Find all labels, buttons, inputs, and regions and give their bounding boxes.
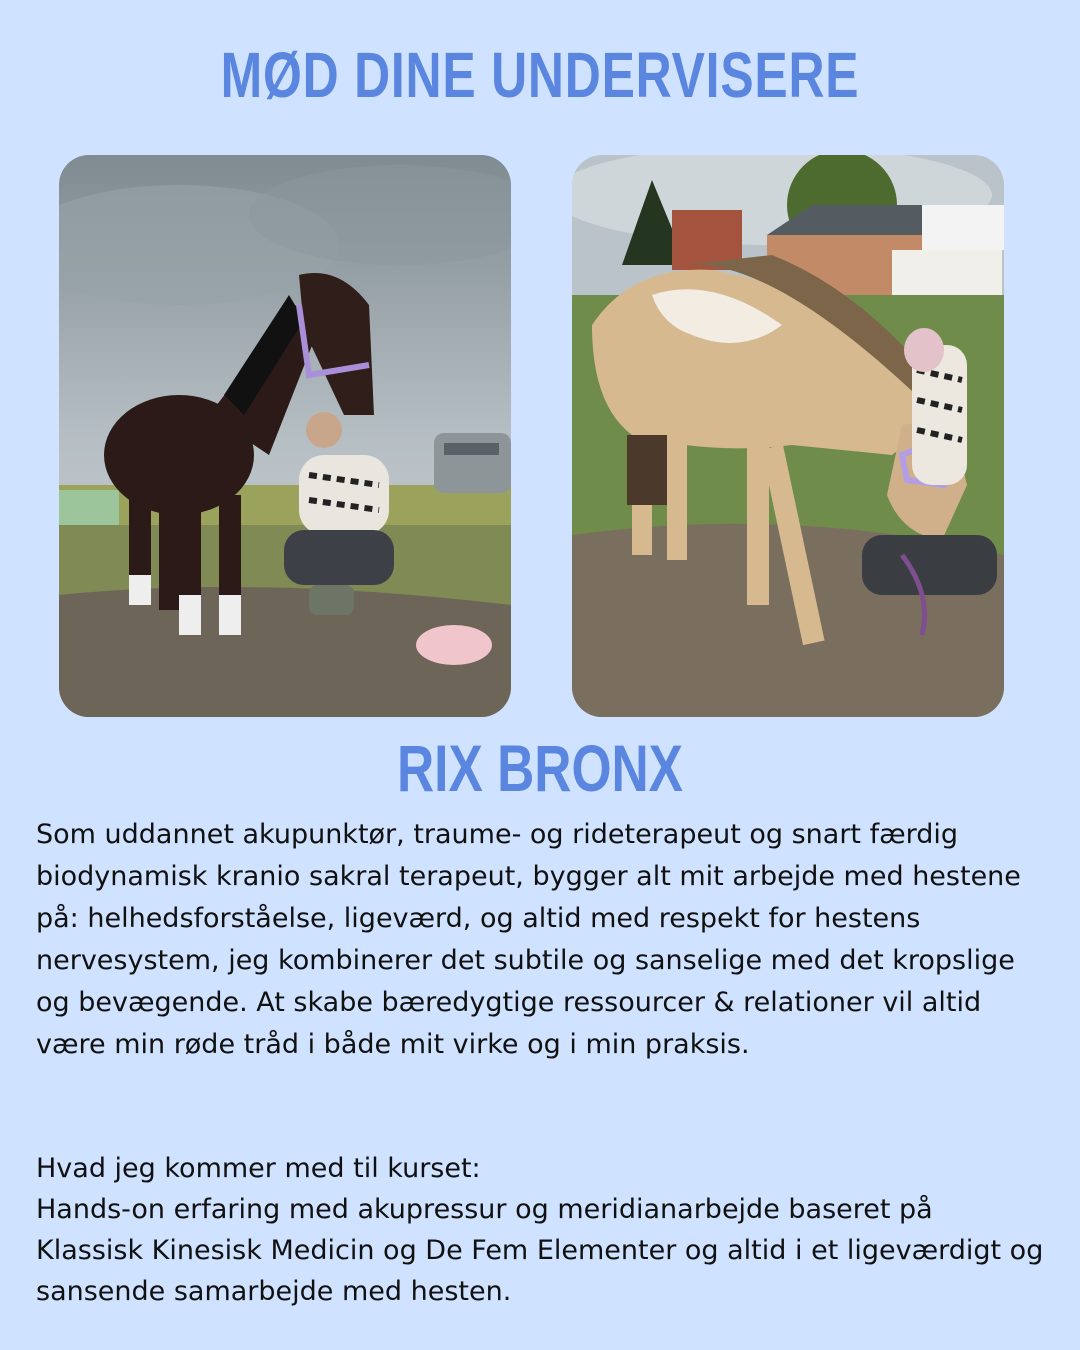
- photo-dark-horse: [59, 155, 511, 717]
- instructor-name: RIX BRONX: [396, 731, 684, 805]
- page-title: MØD DINE UNDERVISERE: [220, 39, 860, 111]
- instructor-bio: Som uddannet akupunktør, traume- og rideterapeut og snart færdig biodynamisk kranio sakral terapeut, bygger alt mit arbejde med hestene på: helhedsforståelse, ligeværd, og altid med respekt for hestens nervesystem, jeg kombinerer det subtile og sanselige med det kropslige og bevægende. At skabe bæredygtige ressourcer & relationer vil altid være min røde tråd i både mit virke og i min praksis.: [36, 819, 1021, 1060]
- course-contribution: [36, 1148, 1046, 1312]
- photo-buckskin-pony: [572, 155, 1004, 717]
- course-contribution-heading: Hvad jeg kommer med til kurset:: [36, 1153, 481, 1184]
- course-contribution-text: Hands-on erfaring med akupressur og meridianarbejde baseret på Klassisk Kinesisk Medicin og De Fem Elementer og altid i et ligeværdigt og sansende samarbejde med hesten.: [36, 1194, 1044, 1307]
